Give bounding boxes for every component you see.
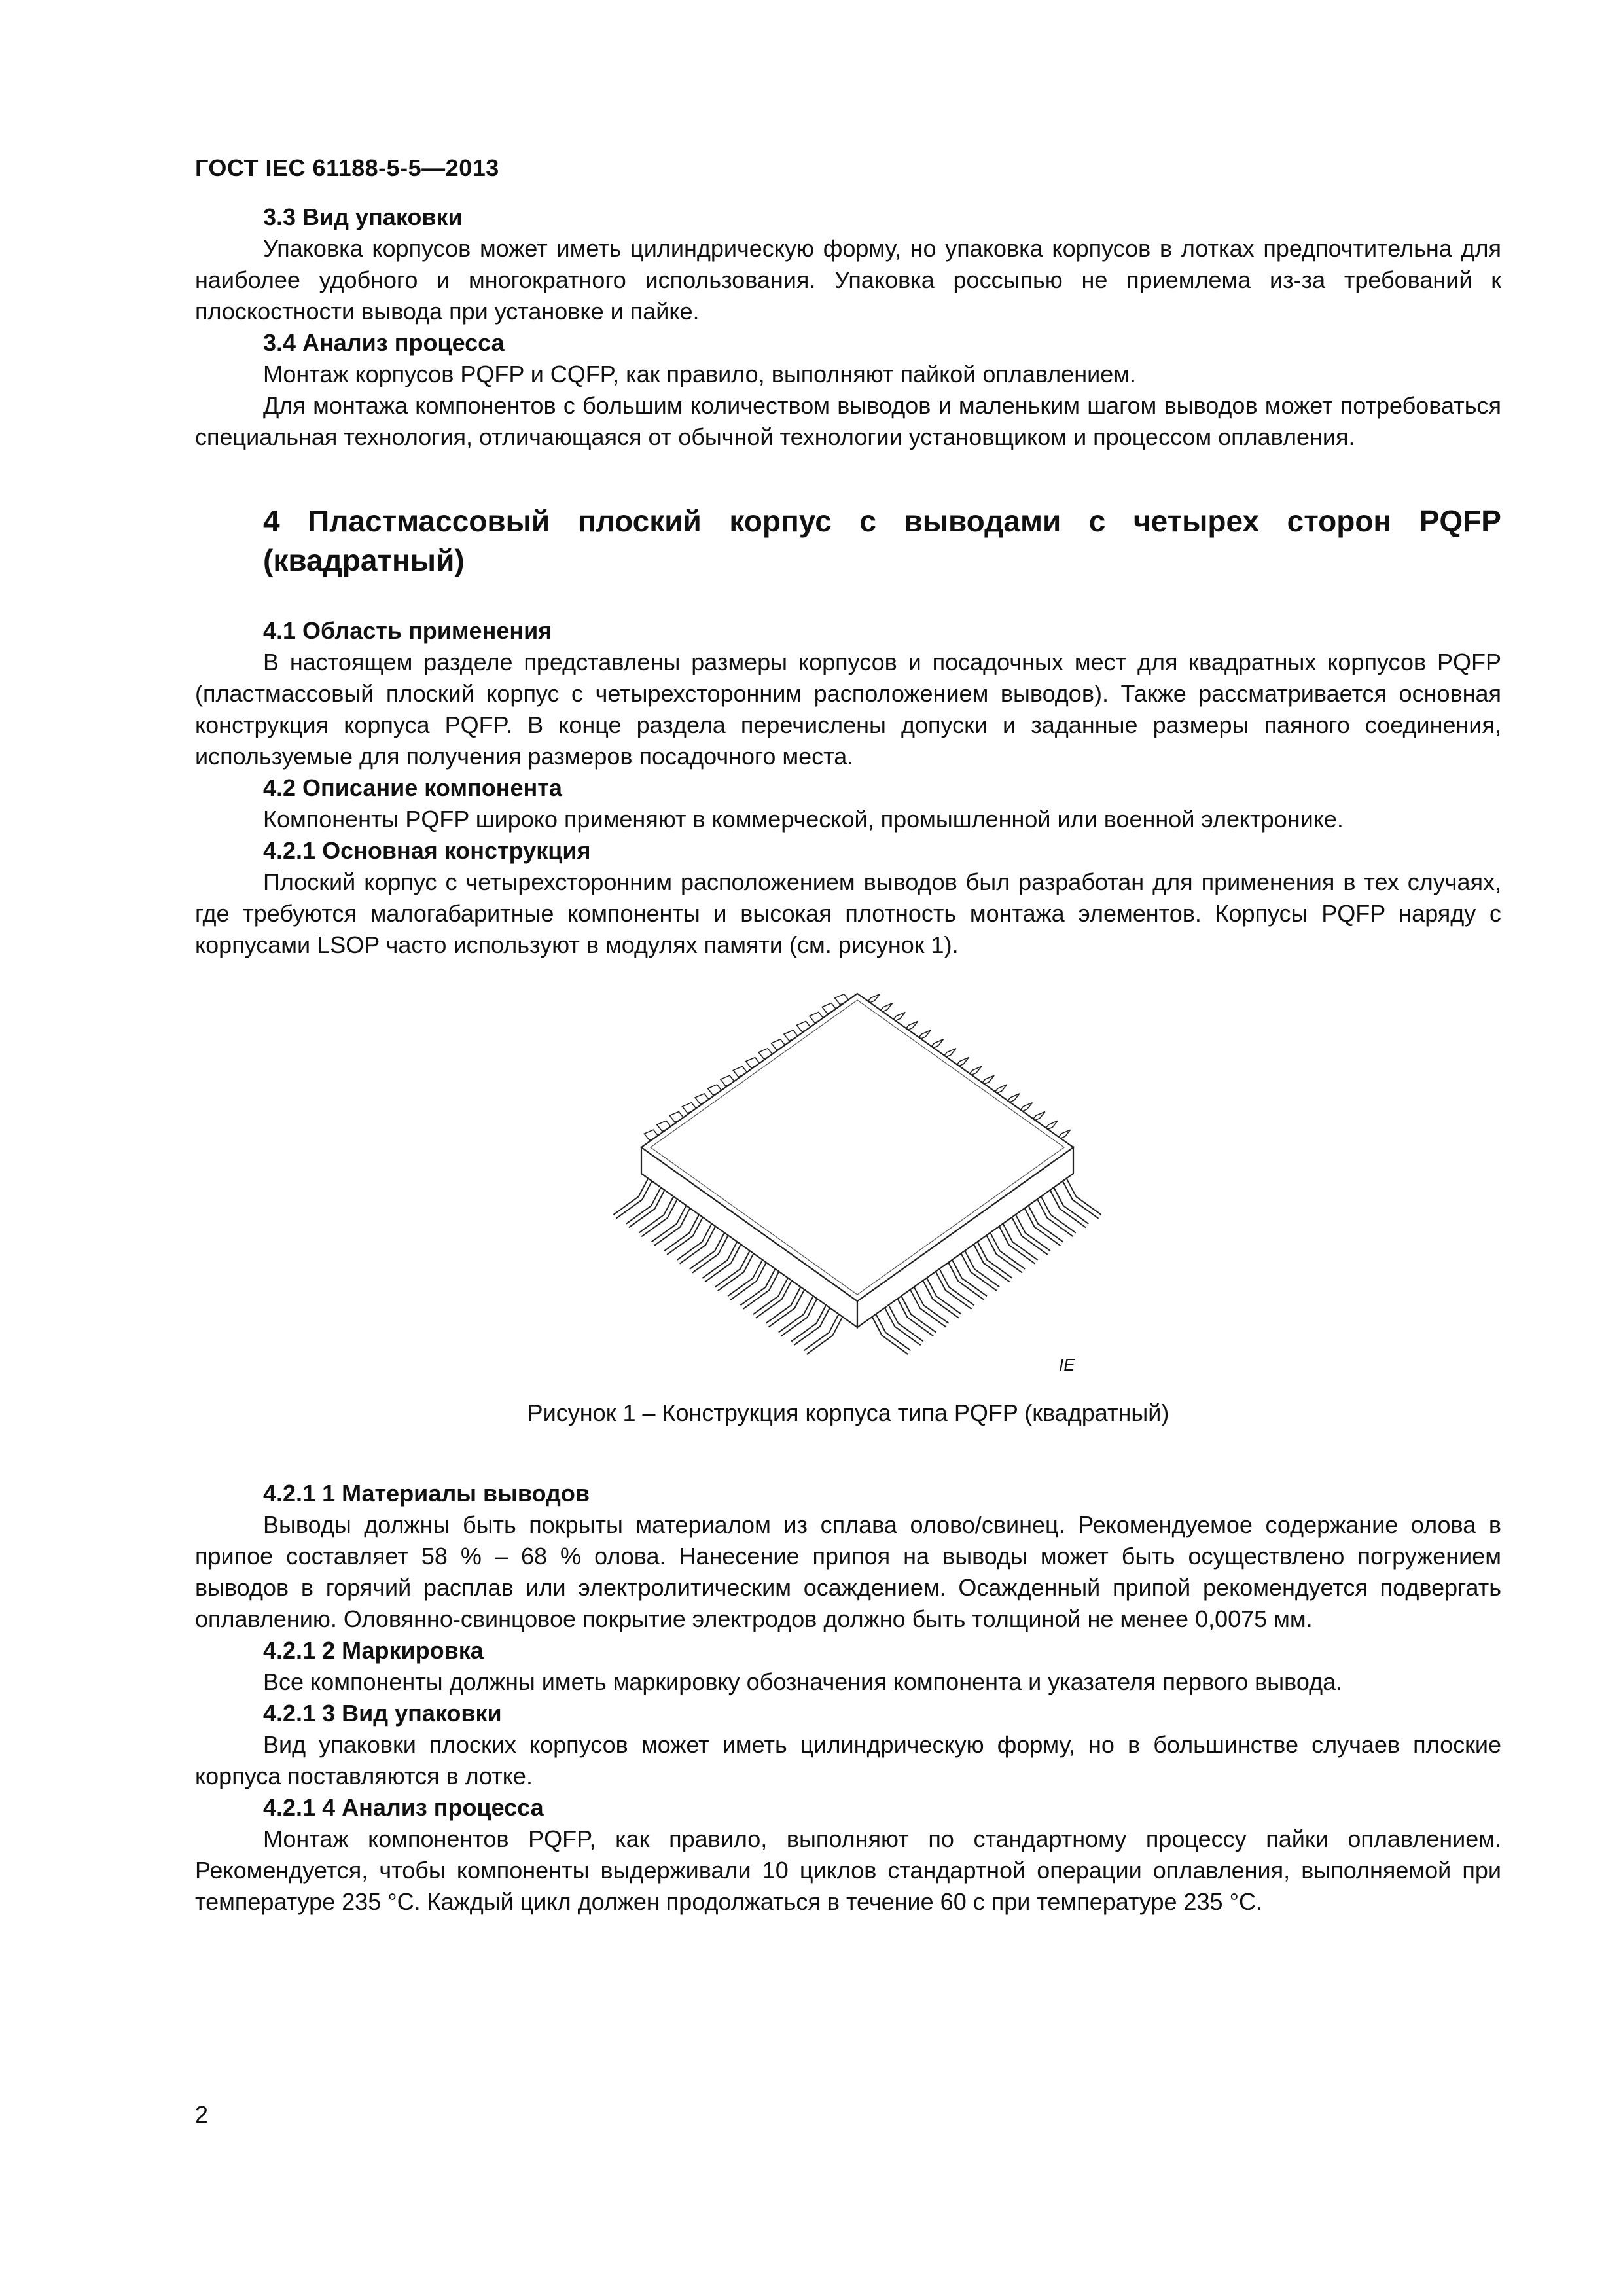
paragraph: Упаковка корпусов может иметь цилиндрическую форму, но упаковка корпусов в лотках предпочтительна для наиболее удобного и многократного использования. Упаковка россыпью не приемлема из-за требований к плоскостности вывода при установке и пайке. <box>195 235 1501 325</box>
paragraph: Монтаж компонентов PQFP, как правило, выполняют по стандартному процессу пайки оплавлением. Рекомендуется, чтобы компоненты выдерживали 10 циклов стандартной операции оплавления, выполняемой при температуре 235 °С. Каждый цикл должен продолжаться в течение 60 с при температуре 235 °С. <box>195 1825 1501 1915</box>
paragraph: Монтаж корпусов PQFP и CQFP, как правило, выполняют пайкой оплавлением. <box>263 361 1137 387</box>
figure-1 <box>195 980 1501 1452</box>
figure-caption: Рисунок 1 – Конструкция корпуса типа PQFP (квадратный) <box>527 1399 1169 1426</box>
section-heading-4-2-1-1: 4.2.1 1 Материалы выводов <box>263 1480 590 1507</box>
section-heading-4: 4 Пластмассовый плоский корпус с выводами с четырех сторон PQFP (квадратный) <box>263 504 1501 577</box>
paragraph: В настоящем разделе представлены размеры корпусов и посадочных мест для квадратных корпусов PQFP (пластмассовый плоский корпус с четырехсторонним расположением выводов). Также рассматривается основная конструкция корпуса PQFP. В конце раздела перечислены допуски и заданные размеры паяного соединения, используемые для получения размеров посадочного места. <box>195 649 1501 770</box>
section-heading-4-2-1-2: 4.2.1 2 Маркировка <box>263 1637 484 1664</box>
pqfp-package-drawing <box>530 980 1185 1373</box>
paragraph: Выводы должны быть покрыты материалом из сплава олово/свинец. Рекомендуемое содержание олова в припое составляет 58 % – 68 % олова. Нанесение припоя на выводы может быть осуществлено погружением выводов в горячий расплав или электролитическим осаждением. Осажденный припой рекомендуется подвергать оплавлению. Оловянно-свинцовое покрытие электродов должно быть толщиной не менее 0,0075 мм. <box>195 1511 1501 1632</box>
package-top-face <box>641 994 1073 1301</box>
paragraph: Для монтажа компонентов с большим количеством выводов и маленьким шагом выводов может потребоваться специальная технология, отличающаяся от обычной технологии установщиком и процессом оплавления. <box>195 392 1501 450</box>
paragraph: Все компоненты должны иметь маркировку обозначения компонента и указателя первого вывода. <box>263 1668 1343 1695</box>
section-heading-4-2-1-3: 4.2.1 3 Вид упаковки <box>263 1700 502 1727</box>
section-heading-4-2: 4.2 Описание компонента <box>263 774 562 801</box>
section-heading-4-2-1: 4.2.1 Основная конструкция <box>263 837 591 864</box>
section-heading-4-1: 4.1 Область применения <box>263 617 552 644</box>
page-content <box>195 202 1501 1918</box>
standard-designation: ГОСТ IEC 61188-5-5—2013 <box>195 154 499 181</box>
paragraph: Вид упаковки плоских корпусов может иметь цилиндрическую форму, но в большинстве случаев плоские корпуса поставляются в лотке. <box>195 1731 1501 1789</box>
section-heading-3-3: 3.3 Вид упаковки <box>263 204 463 230</box>
paragraph: Компоненты PQFP широко применяют в коммерческой, промышленной или военной электронике. <box>263 806 1344 833</box>
section-heading-4-2-1-4: 4.2.1 4 Анализ процесса <box>263 1794 544 1821</box>
page-number: 2 <box>195 2101 209 2128</box>
paragraph: Плоский корпус с четырехсторонним расположением выводов был разработан для применения в тех случаях, где требуются малогабаритные компоненты и высокая плотность монтажа элементов. Корпусы PQFP наряду с корпусами LSOP часто используют в модулях памяти (см. рисунок 1). <box>195 869 1501 958</box>
section-heading-3-4: 3.4 Анализ процесса <box>263 329 505 356</box>
figure-source-mark: IE <box>1059 1355 1075 1374</box>
